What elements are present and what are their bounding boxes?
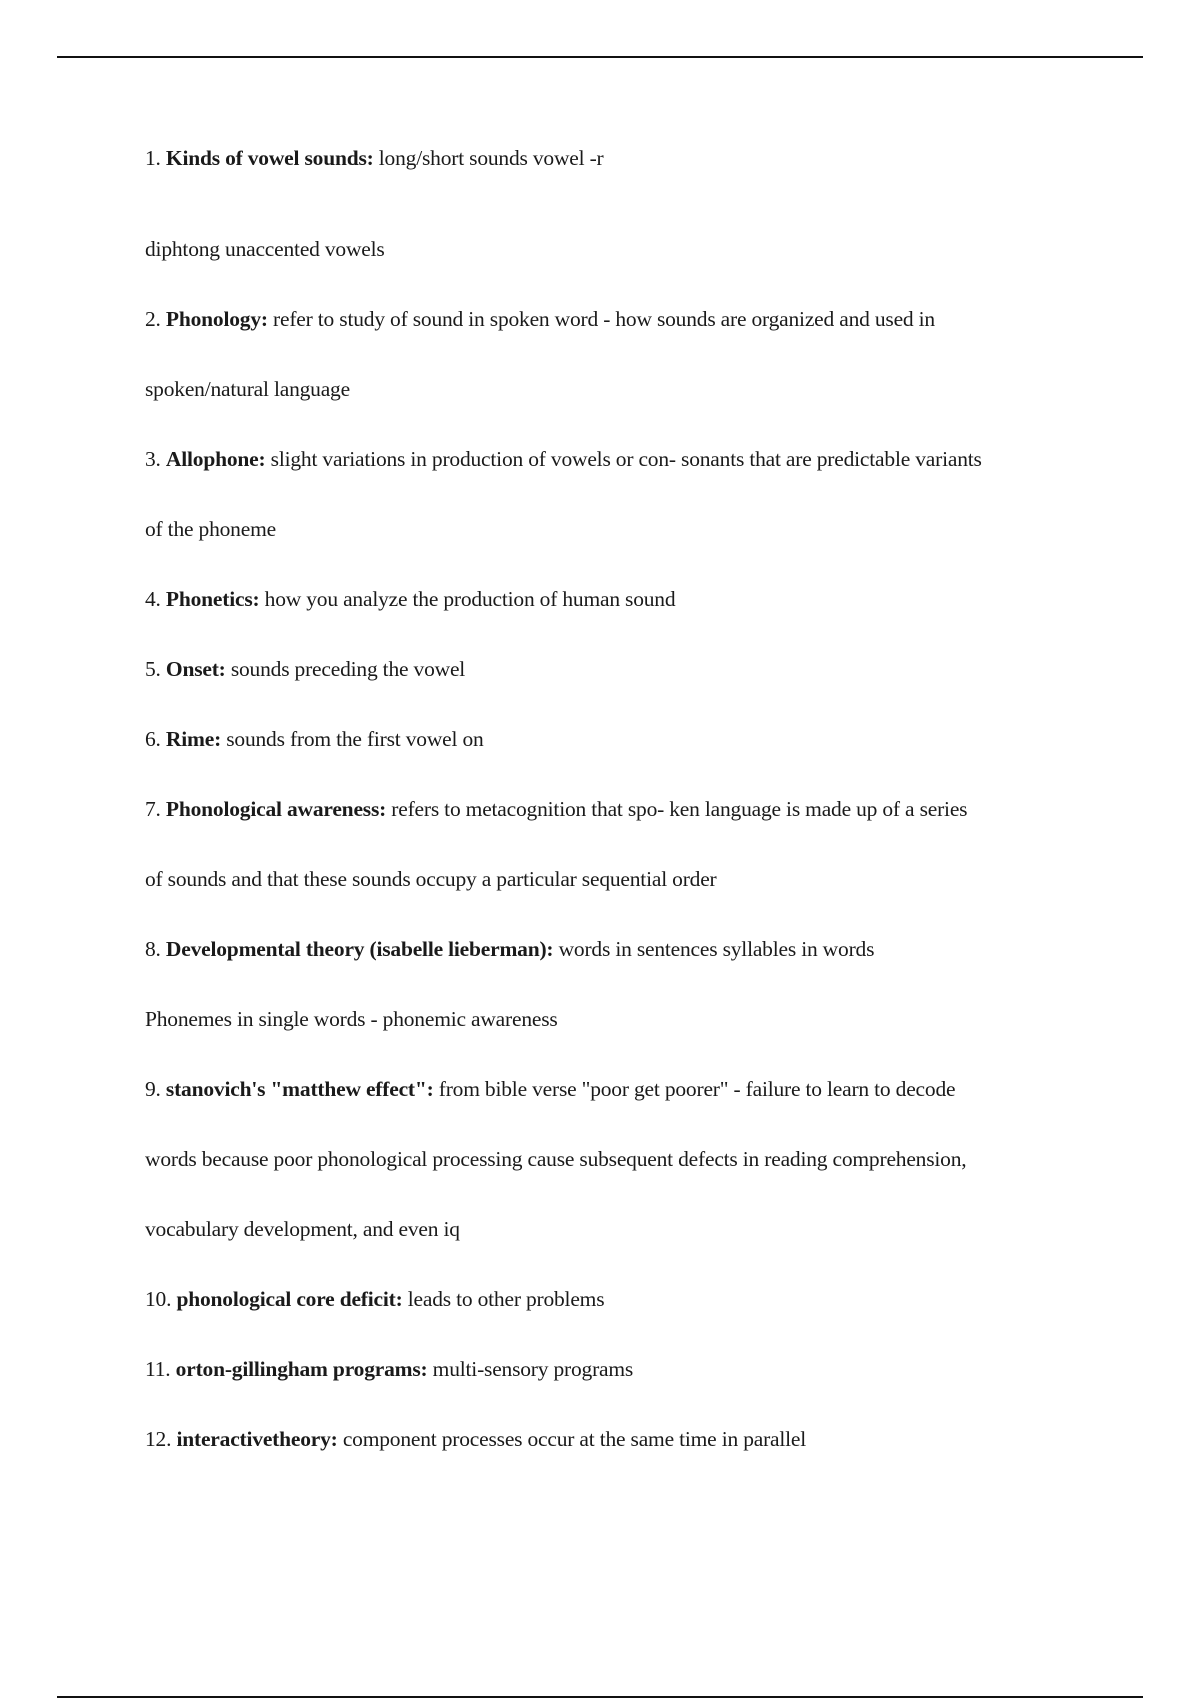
list-item — [145, 1404, 1085, 1474]
item-continuation: Phonemes in single words - phonemic awareness — [145, 1007, 558, 1031]
definition-list — [145, 144, 1085, 1474]
item-continuation: words because poor phonological processing cause subsequent defects in reading comprehension, — [145, 1147, 967, 1171]
item-number: 8. — [145, 937, 161, 961]
list-item — [145, 284, 1085, 354]
item-number: 3. — [145, 447, 161, 471]
item-continuation: of the phoneme — [145, 517, 276, 541]
item-term: Kinds of vowel sounds: — [165, 146, 374, 170]
item-definition: refers to metacognition that spo- ken language is made up of a series — [391, 797, 968, 821]
list-item — [145, 1054, 1085, 1124]
list-item — [145, 774, 1085, 844]
item-number: 1. — [145, 146, 161, 170]
item-definition: component processes occur at the same time in parallel — [342, 1427, 807, 1451]
item-term: orton-gillingham programs: — [175, 1357, 428, 1381]
item-term: Phonetics: — [165, 587, 260, 611]
item-continuation: of sounds and that these sounds occupy a particular sequential order — [145, 867, 717, 891]
item-number: 10. — [145, 1287, 172, 1311]
item-number: 2. — [145, 307, 161, 331]
list-item — [145, 424, 1085, 494]
item-definition: leads to other problems — [407, 1287, 605, 1311]
list-item — [145, 634, 1085, 704]
item-term: Allophone: — [165, 447, 266, 471]
item-continuation: diphtong unaccented vowels — [145, 237, 385, 261]
item-definition: sounds preceding the vowel — [230, 657, 466, 681]
item-term: Onset: — [165, 657, 226, 681]
list-item — [145, 1334, 1085, 1404]
item-continuation: vocabulary development, and even iq — [145, 1217, 460, 1241]
item-number: 9. — [145, 1077, 161, 1101]
item-term: Phonology: — [165, 307, 268, 331]
item-term: Rime: — [165, 727, 222, 751]
list-item — [145, 1264, 1085, 1334]
item-definition: from bible verse "poor get poorer" - failure to learn to decode — [438, 1077, 956, 1101]
item-term: Phonological awareness: — [165, 797, 387, 821]
item-number: 12. — [145, 1427, 172, 1451]
list-item — [145, 914, 1085, 984]
item-term: Developmental theory (isabelle lieberman): — [165, 937, 554, 961]
item-definition: refer to study of sound in spoken word - how sounds are organized and used in — [273, 307, 935, 331]
item-definition: long/short sounds vowel -r — [378, 146, 604, 170]
item-term: interactivetheory: — [176, 1427, 338, 1451]
item-definition: slight variations in production of vowels or con- sonants that are predictable variants — [270, 447, 982, 471]
item-definition: multi-sensory programs — [432, 1357, 634, 1381]
item-number: 4. — [145, 587, 161, 611]
item-number: 11. — [145, 1357, 171, 1381]
list-item — [145, 704, 1085, 774]
item-definition: how you analyze the production of human sound — [264, 587, 676, 611]
bottom-rule — [57, 1696, 1143, 1698]
item-number: 7. — [145, 797, 161, 821]
list-item — [145, 564, 1085, 634]
item-number: 5. — [145, 657, 161, 681]
item-term: phonological core deficit: — [176, 1287, 403, 1311]
item-definition: words in sentences syllables in words — [558, 937, 875, 961]
item-number: 6. — [145, 727, 161, 751]
item-term: stanovich's "matthew effect": — [165, 1077, 434, 1101]
item-continuation: spoken/natural language — [145, 377, 350, 401]
top-rule — [57, 56, 1143, 58]
item-definition: sounds from the first vowel on — [226, 727, 484, 751]
list-item — [145, 144, 1085, 214]
